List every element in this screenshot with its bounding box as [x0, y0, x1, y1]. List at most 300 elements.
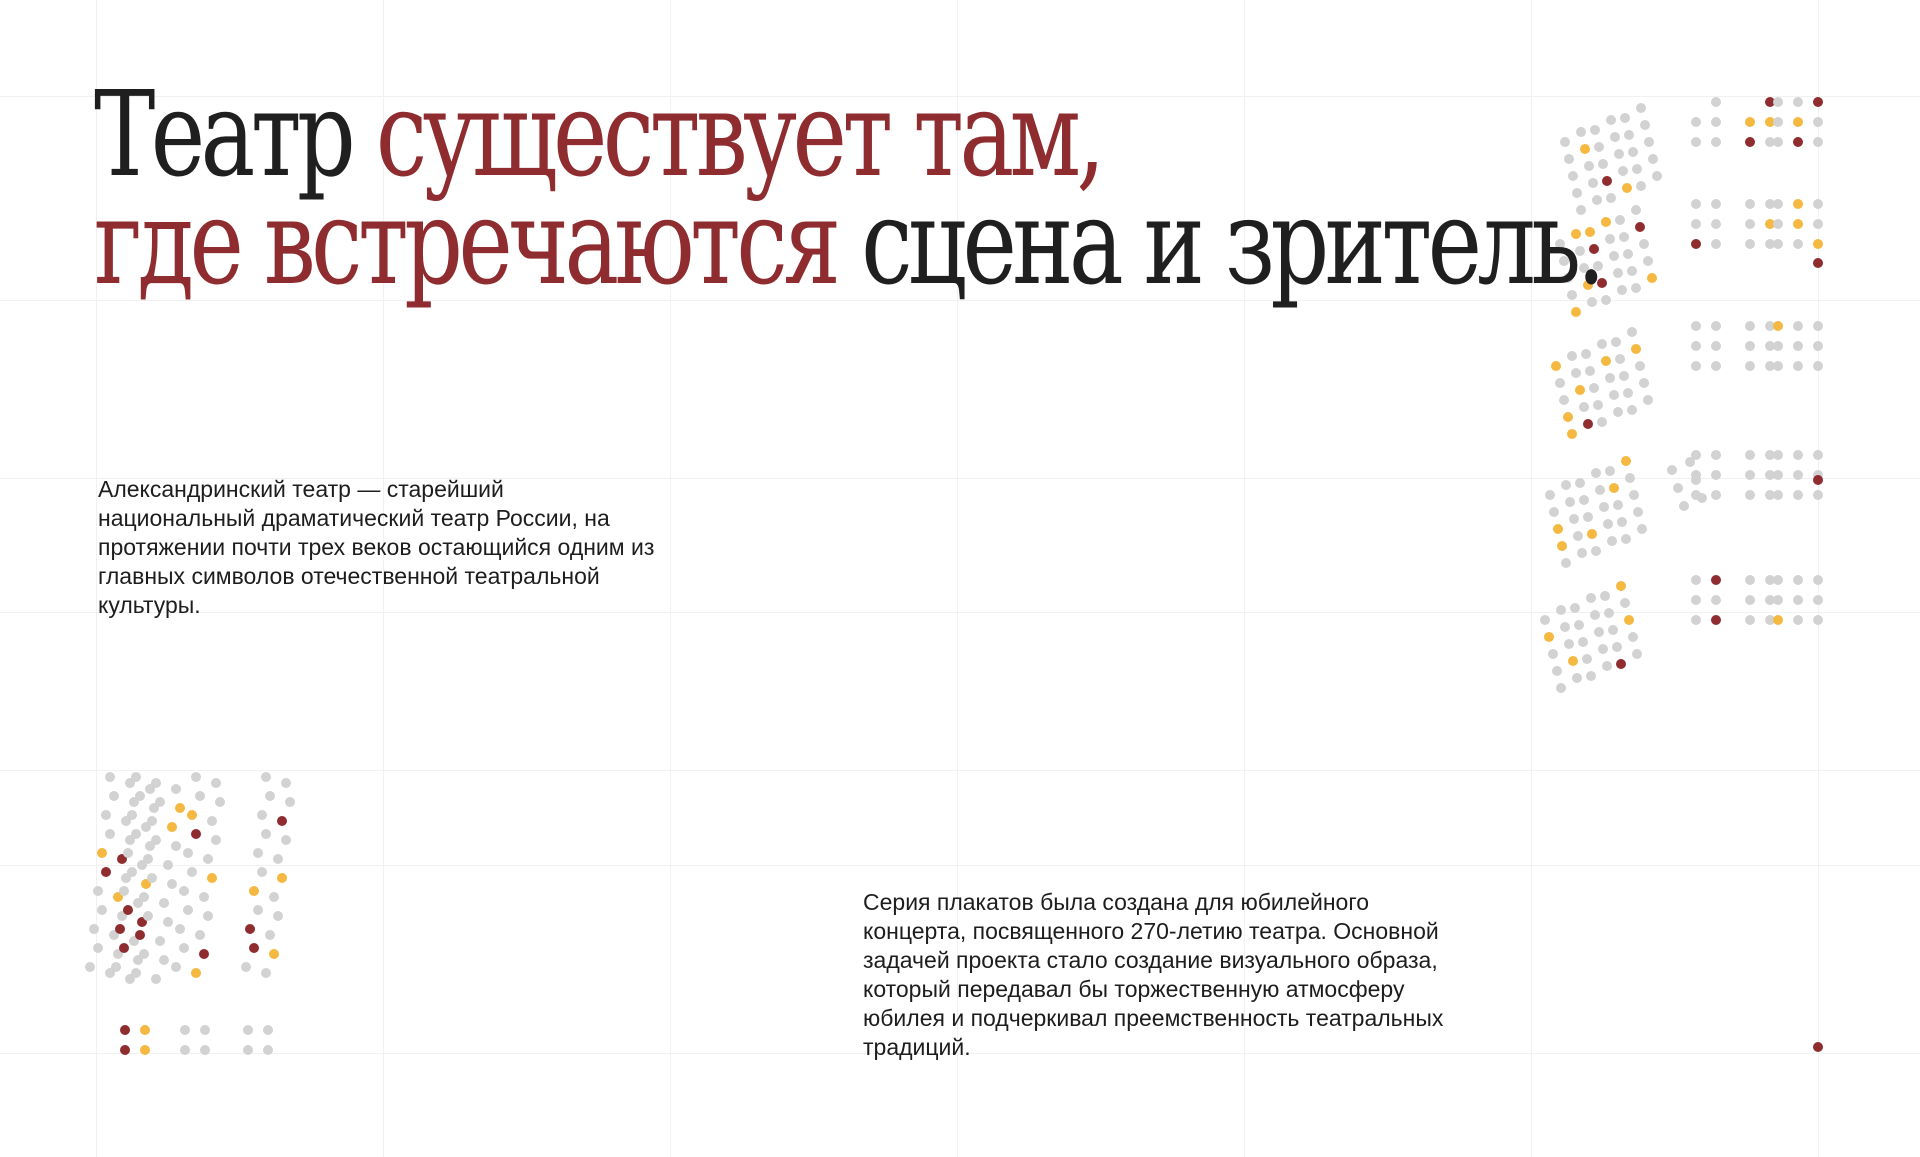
- seat-dot: [1604, 608, 1614, 618]
- seat-dot: [1555, 378, 1565, 388]
- seat-dot: [163, 860, 173, 870]
- seat-dot: [140, 1025, 150, 1035]
- seat-dot: [1563, 412, 1573, 422]
- seat-dot: [269, 949, 279, 959]
- seat-dot: [147, 873, 157, 883]
- seat-dot: [1673, 483, 1683, 493]
- seat-dot: [191, 772, 201, 782]
- seat-dot: [1691, 575, 1701, 585]
- seat-dot: [1632, 164, 1642, 174]
- seat-dot: [1598, 644, 1608, 654]
- seat-dot: [1793, 239, 1803, 249]
- seat-dot: [203, 911, 213, 921]
- seat-dot: [147, 816, 157, 826]
- seat-dot: [1793, 341, 1803, 351]
- seat-dot: [1745, 575, 1755, 585]
- seat-dot: [120, 1025, 130, 1035]
- seat-dot: [1560, 137, 1570, 147]
- seat-dot: [140, 1045, 150, 1055]
- seat-dot: [131, 968, 141, 978]
- seat-dot: [1583, 419, 1593, 429]
- seat-dot: [120, 1045, 130, 1055]
- seat-dot: [97, 848, 107, 858]
- seat-dot: [1627, 266, 1637, 276]
- seat-dot: [191, 968, 201, 978]
- seat-dot: [1565, 497, 1575, 507]
- headline-word-theatre: Театр: [94, 65, 376, 203]
- seat-dot: [281, 778, 291, 788]
- seat-dot: [105, 829, 115, 839]
- headline-tail: сцена и зритель.: [836, 173, 1602, 311]
- seat-dot: [1813, 450, 1823, 460]
- seat-dot: [1551, 361, 1561, 371]
- seat-dot: [1567, 429, 1577, 439]
- seat-dot: [203, 854, 213, 864]
- seat-dot: [1711, 615, 1721, 625]
- seat-dot: [1691, 239, 1701, 249]
- seat-dot: [1793, 575, 1803, 585]
- seat-dot: [1711, 239, 1721, 249]
- seat-dot: [1745, 341, 1755, 351]
- seat-dot: [1587, 529, 1597, 539]
- seat-dot: [131, 829, 141, 839]
- seat-dot: [143, 854, 153, 864]
- seat-dot: [1813, 575, 1823, 585]
- seat-dot: [1691, 321, 1701, 331]
- seat-dot: [1773, 199, 1783, 209]
- seat-dot: [1711, 361, 1721, 371]
- seat-dot: [127, 867, 137, 877]
- seat-dot: [1611, 337, 1621, 347]
- seat-dot: [1556, 605, 1566, 615]
- seat-dot: [1598, 159, 1608, 169]
- seat-dot: [1552, 666, 1562, 676]
- seat-dot: [1631, 283, 1641, 293]
- seat-dot: [1773, 97, 1783, 107]
- seat-dot: [1590, 610, 1600, 620]
- seat-dot: [180, 1045, 190, 1055]
- seat-dot: [1553, 524, 1563, 534]
- seat-dot: [180, 1025, 190, 1035]
- seat-dot: [1745, 219, 1755, 229]
- project-paragraph: Серия плакатов была создана для юбилейного концерта, посвященного 270-летию театра. Основной задачей проекта стало создание визуального образа, который передавал бы торжественную атмосферу юбилея и подчеркивал преемственность театральных традиций.: [863, 889, 1444, 1060]
- seat-dot: [1578, 637, 1588, 647]
- seat-dot: [1589, 383, 1599, 393]
- seat-dot: [1620, 113, 1630, 123]
- seat-dot: [195, 791, 205, 801]
- seat-dot: [1631, 344, 1641, 354]
- seat-dot: [1793, 321, 1803, 331]
- seat-dot: [1580, 144, 1590, 154]
- seat-dot: [1813, 615, 1823, 625]
- seat-dot: [1691, 341, 1701, 351]
- seat-dot: [155, 797, 165, 807]
- seat-dot: [1793, 97, 1803, 107]
- seat-dot: [215, 797, 225, 807]
- seat-dot: [1773, 219, 1783, 229]
- seat-dot: [97, 905, 107, 915]
- seat-dot: [1711, 341, 1721, 351]
- seat-dot: [135, 791, 145, 801]
- seat-dot: [1773, 361, 1783, 371]
- seat-dot: [1597, 417, 1607, 427]
- seat-dot: [1773, 341, 1783, 351]
- seat-dot: [1609, 251, 1619, 261]
- seat-dot: [1627, 327, 1637, 337]
- seat-dot: [1613, 407, 1623, 417]
- seat-dot: [1621, 534, 1631, 544]
- seat-dot: [1570, 603, 1580, 613]
- seat-dot: [127, 810, 137, 820]
- seat-dot: [1582, 654, 1592, 664]
- seat-dot: [1711, 137, 1721, 147]
- seat-dot: [1575, 385, 1585, 395]
- seat-dot: [1594, 627, 1604, 637]
- seat-dot: [261, 829, 271, 839]
- seat-dot: [163, 917, 173, 927]
- seat-dot: [1711, 450, 1721, 460]
- seat-dot: [211, 778, 221, 788]
- seat-dot: [1627, 405, 1637, 415]
- seat-dot: [1745, 137, 1755, 147]
- seat-dot: [211, 835, 221, 845]
- seat-dot: [281, 835, 291, 845]
- seat-dot: [1691, 615, 1701, 625]
- seat-dot: [1615, 354, 1625, 364]
- seat-dot: [1813, 137, 1823, 147]
- seat-dot: [1620, 598, 1630, 608]
- seat-dot: [249, 943, 259, 953]
- seat-dot: [1561, 480, 1571, 490]
- seat-dot: [1745, 361, 1755, 371]
- seat-dot: [1628, 632, 1638, 642]
- seat-dot: [1643, 256, 1653, 266]
- seat-dot: [1813, 97, 1823, 107]
- seat-dot: [243, 1045, 253, 1055]
- seat-dot: [1813, 199, 1823, 209]
- seat-dot: [119, 886, 129, 896]
- seat-dot: [1601, 295, 1611, 305]
- seat-dot: [1691, 137, 1701, 147]
- seat-dot: [93, 886, 103, 896]
- seat-dot: [85, 962, 95, 972]
- seat-dot: [1745, 490, 1755, 500]
- seat-dot: [1745, 199, 1755, 209]
- seat-dot: [1602, 661, 1612, 671]
- seat-dot: [1602, 176, 1612, 186]
- seat-dot: [1544, 632, 1554, 642]
- seat-dot: [123, 905, 133, 915]
- seat-dot: [1586, 671, 1596, 681]
- seat-dot: [1619, 232, 1629, 242]
- seat-dot: [1617, 517, 1627, 527]
- seat-dot: [1636, 181, 1646, 191]
- seat-dot: [273, 911, 283, 921]
- seat-dot: [1616, 659, 1626, 669]
- seat-dot: [1584, 161, 1594, 171]
- seat-dot: [1639, 239, 1649, 249]
- seat-dot: [1617, 285, 1627, 295]
- seat-dot: [241, 962, 251, 972]
- seat-dot: [1574, 620, 1584, 630]
- seat-dot: [1583, 512, 1593, 522]
- seat-dot: [1691, 219, 1701, 229]
- seat-dot: [1609, 483, 1619, 493]
- seat-dot: [1644, 137, 1654, 147]
- seat-dot: [1793, 199, 1803, 209]
- seat-dot: [263, 1025, 273, 1035]
- seat-dot: [1793, 361, 1803, 371]
- seat-dot: [1601, 356, 1611, 366]
- seat-dot: [261, 772, 271, 782]
- seat-dot: [1571, 368, 1581, 378]
- seat-dot: [1773, 575, 1783, 585]
- seat-dot: [1711, 595, 1721, 605]
- seat-dot: [1632, 649, 1642, 659]
- seat-dot: [1579, 402, 1589, 412]
- seat-dot: [1622, 183, 1632, 193]
- seat-dot: [175, 803, 185, 813]
- seat-dot: [1639, 378, 1649, 388]
- seat-dot: [1591, 468, 1601, 478]
- seat-dot: [93, 943, 103, 953]
- seat-dot: [1633, 507, 1643, 517]
- seat-dot: [199, 892, 209, 902]
- seat-dot: [1711, 117, 1721, 127]
- seat-dot: [1697, 493, 1707, 503]
- seat-dot: [1629, 490, 1639, 500]
- seat-dot: [285, 797, 295, 807]
- seat-dot: [1559, 395, 1569, 405]
- seat-dot: [1773, 450, 1783, 460]
- seat-dot: [263, 1045, 273, 1055]
- seat-dot: [1605, 234, 1615, 244]
- seat-dot: [207, 873, 217, 883]
- seat-dot: [1606, 193, 1616, 203]
- seat-dot: [1585, 366, 1595, 376]
- seat-dot: [1643, 395, 1653, 405]
- seat-dot: [119, 943, 129, 953]
- headline-accent-2: где встречаются: [94, 173, 837, 311]
- seat-dot: [1618, 166, 1628, 176]
- seat-dot: [1579, 495, 1589, 505]
- seat-dot: [265, 791, 275, 801]
- seat-dot: [183, 848, 193, 858]
- seat-dot: [1615, 215, 1625, 225]
- seat-dot: [1745, 321, 1755, 331]
- seat-dot: [1773, 490, 1783, 500]
- seat-dot: [1560, 622, 1570, 632]
- seat-dot: [171, 962, 181, 972]
- seat-dot: [1813, 475, 1823, 485]
- seat-dot: [179, 943, 189, 953]
- seat-dot: [1813, 219, 1823, 229]
- seat-dot: [1613, 268, 1623, 278]
- seat-dot: [1594, 142, 1604, 152]
- seat-dot: [1605, 466, 1615, 476]
- seat-dot: [253, 848, 263, 858]
- headline-line-2: [94, 173, 1601, 311]
- seat-dot: [1621, 456, 1631, 466]
- seat-dot: [167, 822, 177, 832]
- seat-dot: [1813, 1042, 1823, 1052]
- seat-dot: [249, 886, 259, 896]
- seat-dot: [1648, 154, 1658, 164]
- seat-dot: [1745, 615, 1755, 625]
- seat-dot: [1745, 595, 1755, 605]
- seat-dot: [101, 867, 111, 877]
- seat-dot: [1793, 219, 1803, 229]
- seat-dot: [1614, 149, 1624, 159]
- seat-dot: [1623, 388, 1633, 398]
- seat-dot: [1652, 171, 1662, 181]
- seat-dot: [1793, 470, 1803, 480]
- seat-dot: [151, 974, 161, 984]
- seat-dot: [1711, 219, 1721, 229]
- seat-dot: [1711, 199, 1721, 209]
- seat-dot: [1623, 249, 1633, 259]
- seat-dot: [195, 930, 205, 940]
- seat-dot: [1586, 593, 1596, 603]
- seat-dot: [1711, 575, 1721, 585]
- seat-dot: [1793, 595, 1803, 605]
- seat-dot: [1605, 373, 1615, 383]
- seat-dot: [101, 810, 111, 820]
- seat-dot: [1564, 639, 1574, 649]
- seat-dot: [1610, 132, 1620, 142]
- seat-dot: [111, 962, 121, 972]
- seat-dot: [1711, 490, 1721, 500]
- seat-dot: [1573, 531, 1583, 541]
- seat-dot: [1813, 117, 1823, 127]
- seat-dot: [1568, 656, 1578, 666]
- seat-dot: [1773, 615, 1783, 625]
- headline-accent-1: существует там,: [375, 65, 1102, 203]
- seat-dot: [1609, 390, 1619, 400]
- seat-dot: [1577, 548, 1587, 558]
- seat-dot: [1603, 519, 1613, 529]
- seat-dot: [187, 867, 197, 877]
- seat-dot: [1564, 154, 1574, 164]
- seat-dot: [269, 892, 279, 902]
- seat-dot: [1773, 137, 1783, 147]
- seat-dot: [1813, 490, 1823, 500]
- seat-dot: [1691, 595, 1701, 605]
- seat-dot: [1773, 239, 1783, 249]
- seat-dot: [207, 816, 217, 826]
- seat-dot: [1685, 457, 1695, 467]
- seat-dot: [1631, 205, 1641, 215]
- seat-dot: [1813, 258, 1823, 268]
- seat-dot: [200, 1045, 210, 1055]
- seat-dot: [171, 841, 181, 851]
- seat-dot: [171, 784, 181, 794]
- seat-dot: [1745, 239, 1755, 249]
- seat-dot: [1745, 117, 1755, 127]
- seat-dot: [1711, 321, 1721, 331]
- seat-dot: [1647, 273, 1657, 283]
- seat-dot: [1545, 490, 1555, 500]
- seat-dot: [257, 867, 267, 877]
- seat-dot: [115, 924, 125, 934]
- seat-dot: [151, 778, 161, 788]
- seat-dot: [175, 924, 185, 934]
- seat-dot: [1813, 595, 1823, 605]
- seat-dot: [1813, 361, 1823, 371]
- seat-dot: [183, 905, 193, 915]
- seat-dot: [1667, 465, 1677, 475]
- seat-dot: [1540, 615, 1550, 625]
- seat-dot: [135, 930, 145, 940]
- seat-dot: [277, 816, 287, 826]
- seat-dot: [200, 1025, 210, 1035]
- seat-dot: [155, 936, 165, 946]
- seat-dot: [109, 791, 119, 801]
- seat-dot: [1636, 103, 1646, 113]
- seat-dot: [1556, 683, 1566, 693]
- seat-dot: [1595, 485, 1605, 495]
- page-headline: [94, 65, 1602, 311]
- seat-dot: [1600, 591, 1610, 601]
- seat-dot: [1635, 222, 1645, 232]
- seat-dot: [143, 911, 153, 921]
- seat-dot: [1813, 239, 1823, 249]
- seat-dot: [1606, 115, 1616, 125]
- seat-dot: [1679, 501, 1689, 511]
- seat-dot: [1640, 120, 1650, 130]
- seat-dot: [1601, 217, 1611, 227]
- seat-dot: [253, 905, 263, 915]
- seat-dot: [1773, 321, 1783, 331]
- seat-dot: [167, 879, 177, 889]
- seat-dot: [191, 829, 201, 839]
- seat-dot: [1625, 473, 1635, 483]
- seat-dot: [1548, 649, 1558, 659]
- seat-dot: [1813, 341, 1823, 351]
- seat-dot: [261, 968, 271, 978]
- seat-dot: [159, 898, 169, 908]
- seat-dot: [1637, 524, 1647, 534]
- seat-dot: [1793, 450, 1803, 460]
- seat-dot: [1624, 130, 1634, 140]
- seat-dot: [1616, 581, 1626, 591]
- seat-dot: [1691, 117, 1701, 127]
- seat-dot: [1691, 199, 1701, 209]
- seat-dot: [265, 930, 275, 940]
- seat-dot: [139, 949, 149, 959]
- seat-dot: [1557, 541, 1567, 551]
- seat-dot: [179, 886, 189, 896]
- seat-dot: [1572, 673, 1582, 683]
- seat-dot: [1793, 117, 1803, 127]
- seat-dot: [1773, 117, 1783, 127]
- seat-dot: [1597, 339, 1607, 349]
- seat-dot: [1612, 642, 1622, 652]
- seat-dot: [245, 924, 255, 934]
- seat-dot: [1793, 615, 1803, 625]
- seat-dot: [1773, 470, 1783, 480]
- seat-dot: [159, 955, 169, 965]
- seat-dot: [1793, 137, 1803, 147]
- seat-dot: [1635, 361, 1645, 371]
- seat-dot: [1745, 470, 1755, 480]
- seat-dot: [139, 892, 149, 902]
- seat-dot: [1581, 349, 1591, 359]
- seat-dot: [1628, 147, 1638, 157]
- seat-dot: [1691, 475, 1701, 485]
- seat-dot: [1608, 625, 1618, 635]
- seat-dot: [105, 772, 115, 782]
